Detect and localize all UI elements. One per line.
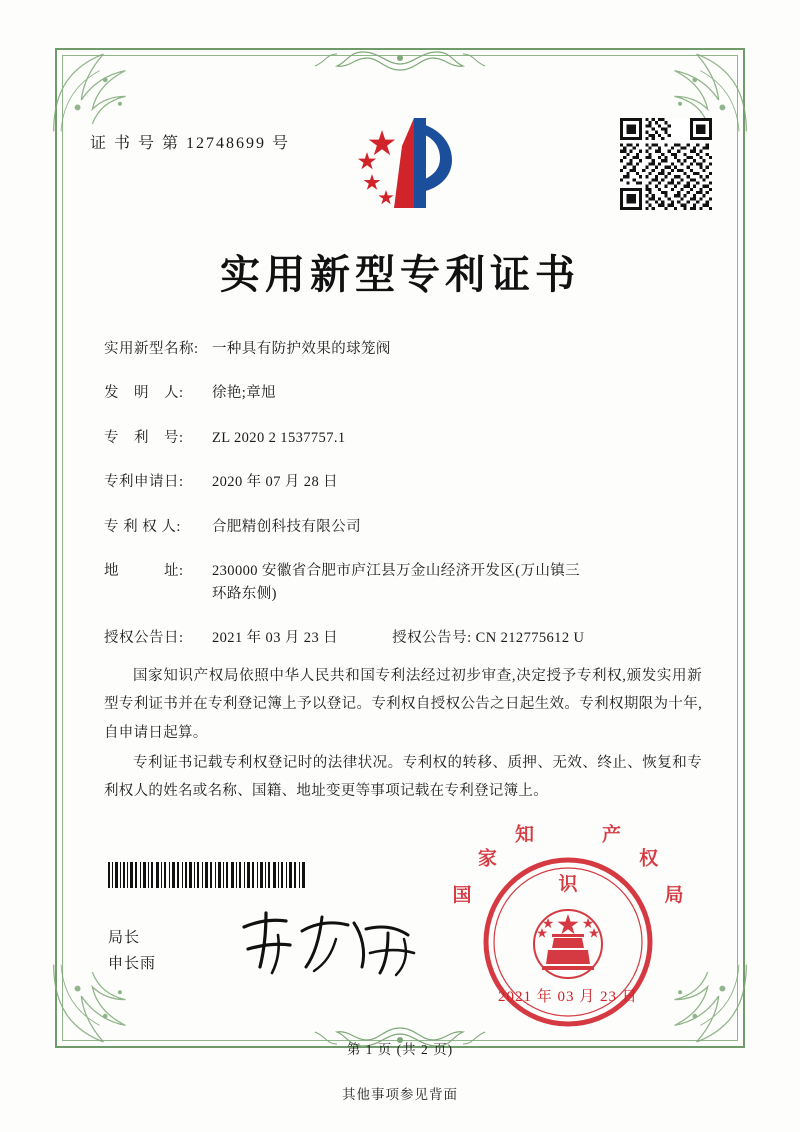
field-list — [104, 338, 704, 668]
field-label: 专 利 号: — [104, 429, 184, 446]
seal-date: 2021 年 03 月 23 日 — [498, 989, 638, 1005]
field-row-utility-model-name — [104, 338, 704, 360]
field-label: 专利申请日: — [104, 474, 184, 491]
handwritten-signature-icon — [236, 905, 426, 985]
svg-text:权: 权 — [639, 847, 659, 870]
field-value-block — [212, 560, 580, 605]
field-value-continuation: 环路东侧) — [212, 585, 277, 602]
page-number: 第 1 页 (共 2 页) — [346, 1042, 454, 1057]
announcement-date-label: 授权公告日: — [104, 630, 184, 647]
announcement-number-value: CN 212775612 U — [475, 630, 585, 647]
legal-paragraph-2: 专利证书记载专利权登记时的法律状况。专利权的转移、质押、无效、终止、恢复和专利权人的姓名或名称、国籍、地址变更等事项记载在专利登记簿上。 — [104, 754, 702, 800]
footer-note: 其他事项参见背面 — [342, 1087, 458, 1102]
legal-text — [104, 662, 702, 807]
field-value: 2020 年 07 月 28 日 — [212, 474, 339, 491]
announcement-date-value: 2021 年 03 月 23 日 — [212, 630, 339, 647]
signature-title: 局长 — [108, 930, 141, 946]
svg-text:局: 局 — [664, 883, 684, 906]
field-label: 实用新型名称: — [104, 341, 199, 357]
field-row-announcement — [104, 627, 704, 649]
field-value: 一种具有防护效果的球笼阀 — [212, 341, 391, 357]
qr-code-icon — [620, 118, 712, 210]
field-value: ZL 2020 2 1537757.1 — [212, 429, 346, 446]
announcement-number-label: 授权公告号: — [392, 630, 472, 647]
svg-text:国: 国 — [452, 883, 472, 906]
announcement-values — [212, 627, 584, 649]
page-title: 实用新型专利证书 — [220, 252, 580, 298]
field-value: 徐艳;章旭 — [212, 385, 277, 402]
svg-text:产: 产 — [601, 823, 621, 846]
field-row-patent-number — [104, 427, 704, 449]
field-row-application-date — [104, 471, 704, 493]
top-ornament-icon — [275, 40, 525, 74]
signature-block — [108, 925, 156, 978]
barcode-icon — [108, 862, 308, 888]
corner-ornament-icon — [50, 43, 142, 135]
svg-text:识: 识 — [558, 873, 578, 895]
signature-name: 申长雨 — [108, 956, 157, 973]
field-row-inventor — [104, 382, 704, 404]
certificate-number: 证 书 号 第 12748699 号 — [90, 135, 291, 152]
field-label: 专 利 权 人: — [104, 518, 181, 535]
legal-paragraph-1: 国家知识产权局依照中华人民共和国专利法经过初步审查,决定授予专利权,颁发实用新型专利证书并在专利登记簿上予以登记。专利权自授权公告之日起生效。专利权期限为十年,自申请日起算。 — [104, 668, 702, 741]
field-label: 发 明 人: — [104, 385, 184, 402]
field-row-patentee — [104, 516, 704, 538]
cnipa-logo-icon — [352, 112, 462, 217]
field-label: 地 址: — [104, 563, 184, 580]
svg-text:家: 家 — [477, 847, 497, 870]
field-row-address — [104, 560, 704, 605]
svg-text:知: 知 — [515, 823, 535, 846]
field-value: 230000 安徽省合肥市庐江县万金山经济开发区(万山镇三 — [212, 563, 581, 580]
field-value: 合肥精创科技有限公司 — [212, 518, 361, 535]
